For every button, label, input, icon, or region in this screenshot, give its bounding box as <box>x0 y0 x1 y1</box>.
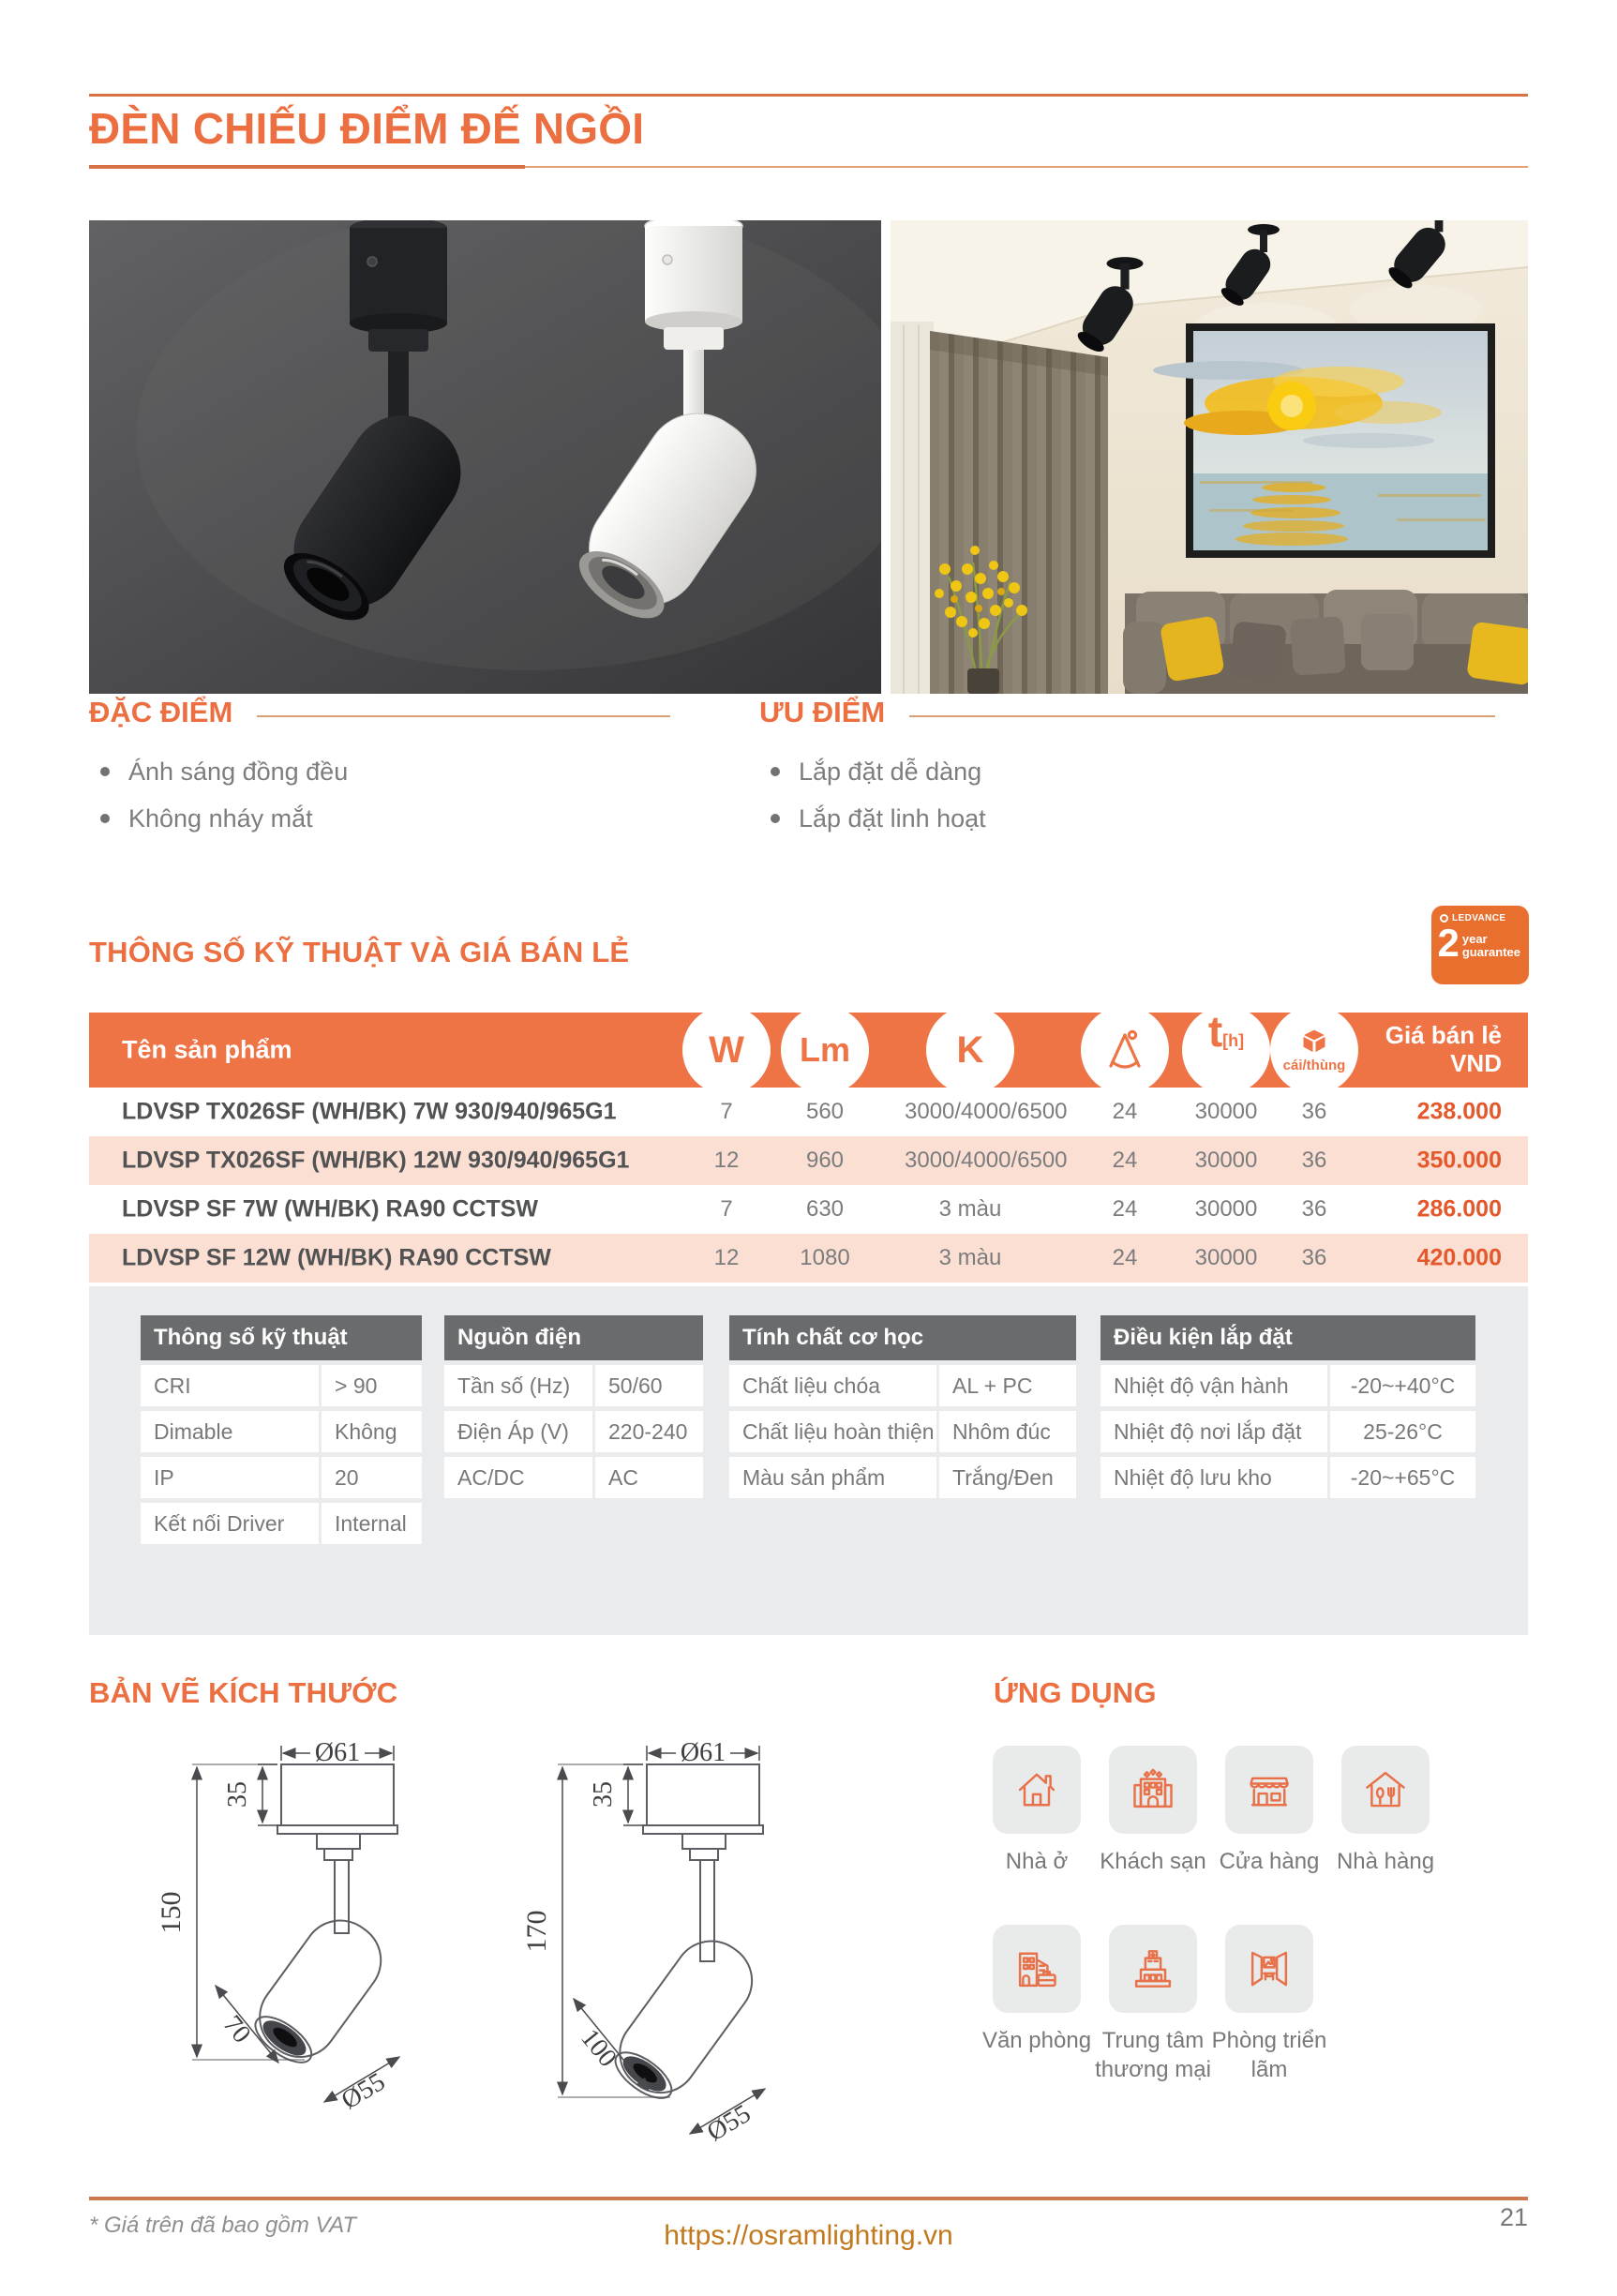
spec-row <box>1100 1365 1475 1406</box>
mall-icon <box>1129 1944 1177 1993</box>
spec-label: Nhiệt độ vận hành <box>1100 1365 1327 1406</box>
spec-label: Kết nối Driver <box>141 1503 319 1544</box>
kelvin-value: 3 màu <box>938 1245 1002 1270</box>
product-photo-graphic <box>89 220 881 694</box>
table-row <box>89 1185 1528 1234</box>
product-photo <box>89 220 881 694</box>
lumen-value: 560 <box>805 1099 845 1124</box>
spec-table-technical <box>141 1315 422 1544</box>
application-item <box>1100 1746 1206 1925</box>
spec-label: Nhiệt độ nơi lắp đặt <box>1100 1411 1327 1452</box>
spec-label: Nhiệt độ lưu kho <box>1100 1457 1327 1498</box>
kelvin-value: 3000/4000/6500 <box>905 1148 1068 1173</box>
spec-table-title: Thông số kỹ thuật <box>141 1315 422 1360</box>
shop-icon <box>1245 1765 1294 1814</box>
app-label: Phòng triển lãm <box>1211 2028 1327 2083</box>
beam-value: 24 <box>1112 1196 1138 1222</box>
badge-years: 2 <box>1437 921 1460 965</box>
price-value: 286.000 <box>1416 1195 1502 1223</box>
app-tile <box>1341 1746 1430 1834</box>
kelvin-value: 3000/4000/6500 <box>905 1099 1068 1124</box>
curtain <box>930 331 1108 694</box>
per-box-value: 36 <box>1301 1148 1327 1173</box>
lumen-value: 630 <box>805 1196 845 1222</box>
dim-top-diameter: Ø61 <box>680 1738 726 1767</box>
spec-label: Màu sản phẩm <box>729 1457 936 1498</box>
spec-table-title: Nguồn điện <box>444 1315 703 1360</box>
feature-item: Không nháy mắt <box>100 795 670 842</box>
sofa <box>1123 590 1528 694</box>
lifetime-value: 30000 <box>1194 1099 1258 1124</box>
app-label: Văn phòng <box>981 2028 1092 2053</box>
lifetime-value: 30000 <box>1194 1148 1258 1173</box>
office-icon <box>1012 1944 1061 1993</box>
top-rule <box>89 94 1528 97</box>
price-value: 420.000 <box>1416 1244 1502 1271</box>
table-row <box>89 1088 1528 1136</box>
column-lifetime: t [h] <box>1182 1006 1270 1094</box>
drawing-170 <box>521 1738 767 2147</box>
exhibition-icon <box>1245 1944 1294 1993</box>
spec-label: AC/DC <box>444 1457 592 1498</box>
app-tile <box>1225 1925 1313 2013</box>
spec-row <box>729 1411 1076 1452</box>
spec-value: Nhôm đúc <box>939 1411 1076 1452</box>
specs-section-title: THÔNG SỐ KỸ THUẬT VÀ GIÁ BÁN LẺ <box>89 936 630 968</box>
dim-total-height: 150 <box>156 1891 187 1934</box>
spec-row <box>1100 1457 1475 1498</box>
application-item <box>1211 1925 1327 2104</box>
spec-table-power <box>444 1315 703 1498</box>
spec-value: Trắng/Đen <box>939 1457 1076 1498</box>
sheer-curtain <box>891 322 934 694</box>
spec-row <box>141 1503 422 1544</box>
beam-value: 24 <box>1112 1245 1138 1270</box>
lifetime-value: 30000 <box>1194 1196 1258 1222</box>
website-link[interactable]: https://osramlighting.vn <box>664 2220 953 2251</box>
column-wattage: W <box>682 1006 771 1094</box>
advantage-item: Lắp đặt linh hoạt <box>771 795 1495 842</box>
beam-value: 24 <box>1112 1099 1138 1124</box>
wattage-value: 7 <box>720 1196 733 1222</box>
table-row <box>89 1234 1528 1283</box>
vat-note: * Giá trên đã bao gồm VAT <box>89 2213 357 2238</box>
spec-value: 20 <box>322 1457 422 1498</box>
wattage-value: 12 <box>713 1148 740 1173</box>
badge-brand-name: LEDVANCE <box>1452 913 1506 923</box>
spec-value: Không <box>322 1411 422 1452</box>
dim-body-diameter: Ø55 <box>701 2099 756 2148</box>
product-name: LDVSP TX026SF (WH/BK) 12W 930/940/965G1 <box>122 1147 630 1174</box>
app-label: Nhà ở <box>1005 1849 1069 1874</box>
column-per-box: cái/thùng <box>1270 1006 1358 1094</box>
spec-label: Chất liệu hoàn thiện <box>729 1411 936 1452</box>
sunset-painting <box>1153 323 1495 558</box>
spec-value: 220-240 <box>595 1411 703 1452</box>
spec-row <box>444 1365 703 1406</box>
spec-label: Chất liệu chóa <box>729 1365 936 1406</box>
spec-value: -20~+40°C <box>1330 1365 1475 1406</box>
advantages-section <box>759 696 1495 842</box>
dim-top-height: 35 <box>589 1781 618 1808</box>
spec-row <box>729 1457 1076 1498</box>
drawing-150 <box>156 1738 399 2115</box>
applications-grid <box>981 1746 1480 2104</box>
dim-body-length: 70 <box>217 2010 257 2049</box>
application-item <box>993 1746 1081 1925</box>
beam-value: 24 <box>1112 1148 1138 1173</box>
features-section <box>89 696 670 842</box>
spec-panel <box>89 1286 1528 1635</box>
drawings-title: BẢN VẼ KÍCH THƯỚC <box>89 1676 398 1709</box>
dim-body-diameter: Ø55 <box>336 2067 391 2116</box>
app-tile <box>1109 1925 1197 2013</box>
product-table-header <box>89 1007 1528 1088</box>
spec-table-title: Tính chất cơ học <box>729 1315 1076 1360</box>
restaurant-icon <box>1361 1765 1410 1814</box>
per-box-value: 36 <box>1301 1099 1327 1124</box>
wattage-value: 12 <box>713 1245 740 1270</box>
spec-value: 50/60 <box>595 1365 703 1406</box>
features-title: ĐẶC ĐIỂM <box>89 696 233 728</box>
spec-value: AC <box>595 1457 703 1498</box>
badge-year-label: year <box>1461 932 1488 947</box>
room-photo-graphic <box>891 220 1528 694</box>
spec-label: IP <box>141 1457 319 1498</box>
kelvin-value: 3 màu <box>938 1196 1002 1222</box>
app-tile <box>1109 1746 1197 1834</box>
per-box-value: 36 <box>1301 1196 1327 1222</box>
product-table <box>89 1007 1528 1283</box>
spec-value: > 90 <box>322 1365 422 1406</box>
column-kelvin: K <box>926 1006 1014 1094</box>
app-label: Nhà hàng <box>1336 1849 1435 1874</box>
price-value: 350.000 <box>1416 1147 1502 1174</box>
beam-angle-icon <box>1101 1027 1148 1073</box>
column-beam-angle <box>1081 1006 1169 1094</box>
footer-rule <box>89 2197 1528 2200</box>
dim-top-diameter: Ø61 <box>314 1738 361 1767</box>
per-box-value: 36 <box>1301 1245 1327 1270</box>
features-rule <box>257 715 670 717</box>
column-lumen: Lm <box>781 1006 869 1094</box>
spec-row <box>444 1457 703 1498</box>
badge-guarantee-label: guarantee <box>1461 944 1520 959</box>
product-name: LDVSP SF 12W (WH/BK) RA90 CCTSW <box>122 1244 551 1271</box>
spec-value: -20~+65°C <box>1330 1457 1475 1498</box>
app-tile <box>993 1925 1081 2013</box>
dim-top-height: 35 <box>223 1781 252 1808</box>
spec-table-installation <box>1100 1315 1475 1498</box>
advantage-item: Lắp đặt dễ dàng <box>771 748 1495 795</box>
spec-row <box>444 1411 703 1452</box>
price-value: 238.000 <box>1416 1098 1502 1125</box>
title-underline-strong <box>89 165 525 169</box>
product-name: LDVSP TX026SF (WH/BK) 7W 930/940/965G1 <box>122 1098 617 1125</box>
advantages-title: ƯU ĐIỂM <box>759 696 886 728</box>
box-icon <box>1300 1028 1328 1056</box>
spec-value: 25-26°C <box>1330 1411 1475 1452</box>
app-tile <box>993 1746 1081 1834</box>
product-name: LDVSP SF 7W (WH/BK) RA90 CCTSW <box>122 1195 538 1223</box>
page-title: ĐÈN CHIẾU ĐIỂM ĐẾ NGỒI <box>89 104 645 153</box>
lumen-value: 1080 <box>800 1245 850 1270</box>
spec-table-mechanical <box>729 1315 1076 1498</box>
page-number: 21 <box>1499 2203 1528 2231</box>
guarantee-badge <box>1431 906 1529 984</box>
hotel-icon <box>1129 1765 1177 1814</box>
spec-row <box>1100 1411 1475 1452</box>
application-item <box>1219 1746 1320 1925</box>
applications-title: ỨNG DỤNG <box>994 1676 1157 1709</box>
advantages-rule <box>909 715 1495 717</box>
app-label: Khách sạn <box>1100 1849 1206 1874</box>
spec-label: Dimable <box>141 1411 319 1452</box>
spec-row <box>729 1365 1076 1406</box>
wattage-value: 7 <box>720 1099 733 1124</box>
spec-row <box>141 1457 422 1498</box>
lumen-value: 960 <box>805 1148 845 1173</box>
spec-row <box>141 1411 422 1452</box>
feature-item: Ánh sáng đồng đều <box>100 748 670 795</box>
spec-table-title: Điều kiện lắp đặt <box>1100 1315 1475 1360</box>
spec-label: Tần số (Hz) <box>444 1365 592 1406</box>
application-item <box>981 1925 1092 2104</box>
spec-value: Internal <box>322 1503 422 1544</box>
table-row <box>89 1136 1528 1185</box>
dimension-drawings <box>103 1736 853 2158</box>
app-label: Cửa hàng <box>1219 1849 1320 1874</box>
spec-row <box>141 1365 422 1406</box>
column-price-header: Giá bán lẻ VND <box>1385 1021 1502 1077</box>
app-tile <box>1225 1746 1313 1834</box>
dim-total-height: 170 <box>521 1910 552 1953</box>
house-icon <box>1012 1765 1061 1814</box>
column-name-header: Tên sản phẩm <box>122 1035 292 1064</box>
spec-label: CRI <box>141 1365 319 1406</box>
spec-label: Điện Áp (V) <box>444 1411 592 1452</box>
application-item <box>1095 1925 1211 2104</box>
app-label: Trung tâm thương mại <box>1095 2028 1211 2083</box>
room-photo <box>891 220 1528 694</box>
spec-value: AL + PC <box>939 1365 1076 1406</box>
lifetime-value: 30000 <box>1194 1245 1258 1270</box>
application-item <box>1336 1746 1435 1925</box>
dim-body-length: 100 <box>575 2023 622 2073</box>
